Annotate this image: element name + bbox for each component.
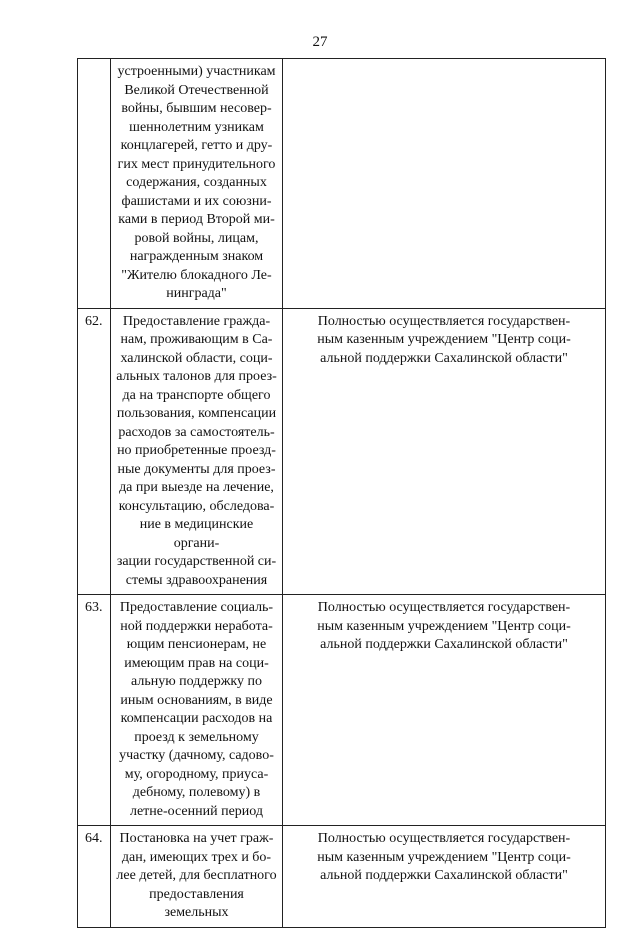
service-cell (111, 308, 283, 595)
table-row (78, 595, 606, 826)
implementation-text: Полностью осуществляется государствен- ным казенным учреждением "Центр соци- альной поддержки Сахалинской области" (317, 313, 571, 366)
table-row (78, 826, 606, 928)
service-cell (111, 595, 283, 826)
services-table (77, 58, 606, 928)
service-description: Предоставление социаль- ной поддержки неработа- ющим пенсионерам, не имеющим прав на соци- альную поддержку по иным основаниям, в виде компенсации расходов на проезд к земельному участку (дачному, садово- му, огородному, приуса- дебному, полевому) в летне-осенний период (119, 600, 274, 819)
row-number: 63. (85, 600, 103, 615)
service-description: Постановка на учет граж- дан, имеющих трех и бо- лее детей, для бесплатного предоставления земельных (116, 831, 277, 920)
row-number-cell (78, 308, 111, 595)
row-number-cell (78, 59, 111, 309)
implementation-text: Полностью осуществляется государствен- ным казенным учреждением "Центр соци- альной поддержки Сахалинской области" (317, 831, 571, 883)
service-cell (111, 59, 283, 309)
implementation-cell (283, 826, 606, 928)
implementation-cell (283, 308, 606, 595)
implementation-cell (283, 59, 606, 309)
service-description: устроенными) участникам Великой Отечественной войны, бывшим несовер- шеннолетним узникам концлагерей, гетто и дру- гих мест принудительного содержания, созданных фашистами и их союзни- ками в период Второй ми- ровой войны, лицам, награжденным знаком "Жителю блокадного Ле- нинграда" (117, 64, 276, 301)
row-number-cell (78, 595, 111, 826)
implementation-cell (283, 595, 606, 826)
service-cell (111, 826, 283, 928)
table-row (78, 308, 606, 595)
row-number-cell (78, 826, 111, 928)
service-description: Предоставление гражда- нам, проживающим в Са- халинской области, соци- альных талонов для проез- да на транспорте общего пользования, компенсации расходов за самостоятель- но приобретенные проезд- ные документы для проез- да при выезде на лечение, консультацию, обследова- ние в медицинские органи- зации государственной си- стемы здравоохранения (116, 313, 277, 588)
implementation-text: Полностью осуществляется государствен- ным казенным учреждением "Центр соци- альной поддержки Сахалинской области" (317, 600, 571, 652)
row-number: 62. (85, 313, 103, 329)
row-number: 64. (85, 831, 103, 846)
page-number: 27 (312, 34, 328, 50)
table-row (78, 59, 606, 309)
